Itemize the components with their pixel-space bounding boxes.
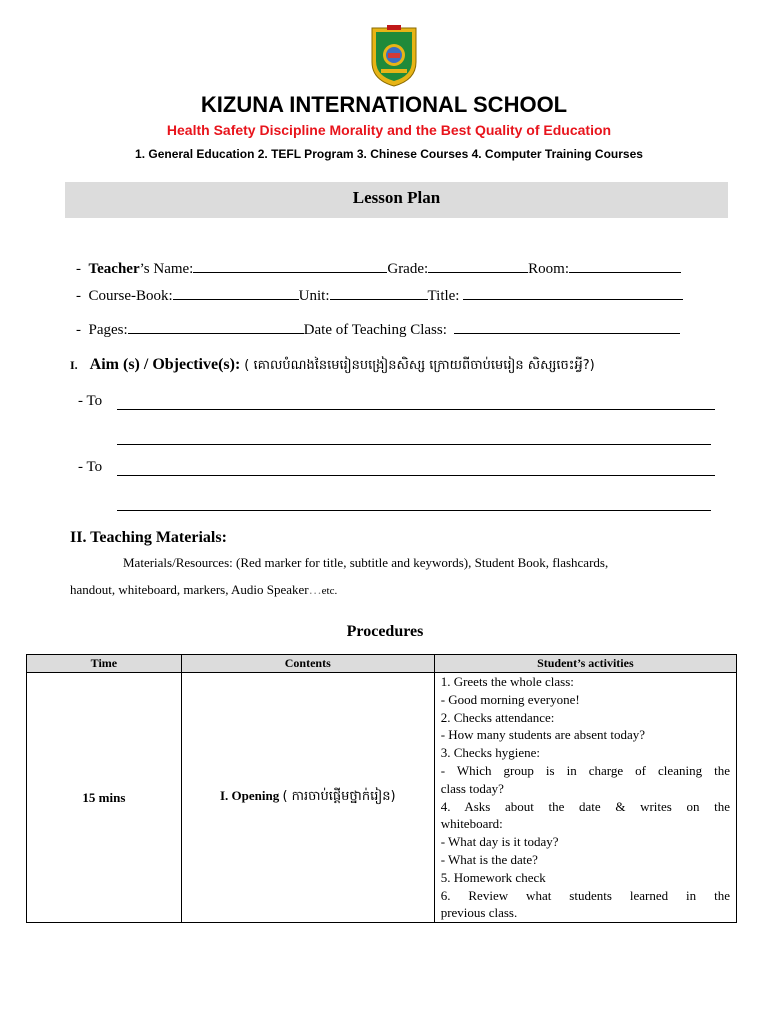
field-row-teacher [76,259,681,278]
bullet: - [76,288,81,304]
aim-line-1[interactable] [117,409,715,410]
aim-line-4[interactable] [117,510,711,511]
aim-to-label-1: - To [78,393,103,409]
materials-line-1: Materials/Resources: (Red marker for title, subtitle and keywords), Student Book, flashcards, [123,555,609,570]
contents-cell [181,673,434,923]
column-header-activities: Student’s activities [434,655,736,673]
aim-title: Aim (s) / Objective(s): [89,356,241,373]
activity-line: 4. Asks about the date & writes on the [440,798,730,814]
column-header-contents: Contents [181,655,434,673]
time-cell: 15 mins [27,673,182,923]
activity-line: - How many students are absent today? [440,727,646,743]
form-title: Lesson Plan [65,182,728,218]
activity-line: 3. Checks hygiene: [440,745,540,761]
activity-line: - Which group is in charge of cleaning the [440,762,730,778]
pages-field[interactable] [128,320,304,334]
materials-line-2-main: handout, whiteboard, markers, Audio Speaker [70,582,309,597]
bullet: - [76,261,81,277]
title-field[interactable] [463,286,683,300]
activity-line: - What day is it today? [440,834,559,850]
teacher-label-bold: Teacher [88,261,140,277]
materials-heading: II. Teaching Materials: [70,529,227,546]
aim-line-3[interactable] [117,475,715,476]
materials-line-2 [70,581,337,600]
unit-field[interactable] [330,286,428,300]
activity-line: class today? [440,780,504,796]
room-label: Room: [528,261,570,277]
school-motto: Health Safety Discipline Morality and the Best Quality of Education [166,122,612,138]
title-label: Title: [427,288,460,304]
school-logo [369,24,419,88]
activity-line: 2. Checks attendance: [440,709,555,725]
grade-field[interactable] [428,259,528,273]
column-header-time: Time [27,655,182,673]
activity-line: - Good morning everyone! [440,691,580,707]
procedures-table [26,654,737,923]
activity-line: - What is the date? [440,851,538,867]
table-row [27,673,737,923]
grade-label: Grade: [387,261,429,277]
field-row-course [76,286,683,305]
course-book-label: Course-Book: [88,288,173,304]
aim-line-2[interactable] [117,444,711,445]
room-field[interactable] [569,259,681,273]
course-book-field[interactable] [173,286,299,300]
teacher-name-field[interactable] [193,259,387,273]
activities-cell [434,673,736,923]
procedures-title: Procedures [346,623,424,640]
contents-title: I. Opening [219,788,280,804]
teacher-label: ’s Name: [139,261,194,277]
aim-heading [70,355,595,376]
activity-line: previous class. [440,905,518,921]
school-programs: 1. General Education 2. TEFL Program 3. Chinese Courses 4. Computer Training Courses [135,147,643,161]
materials-etc: etc. [321,585,338,597]
contents-khmer: ( ការចាប់ផ្តើមថ្នាក់រៀន) [282,789,396,805]
activity-line: whiteboard: [440,816,503,832]
activity-line: 6. Review what students learned in the [440,887,730,903]
date-field[interactable] [454,320,680,334]
activity-line: 1. Greets the whole class: [440,674,574,689]
aim-numeral: I. [70,358,78,372]
aim-to-label-2: - To [78,459,103,475]
unit-label: Unit: [298,288,330,304]
date-label: Date of Teaching Class: [303,322,447,338]
pages-label: Pages: [88,322,128,338]
school-name: KIZUNA INTERNATIONAL SCHOOL [200,92,568,117]
activity-line: 5. Homework check [440,869,546,885]
materials-ellipsis: … [308,582,322,597]
aim-khmer-note: ( គោលបំណងនៃមេរៀនបង្រៀនសិស្ស ក្រោយពីចាប់មេរៀន សិស្សចេះអ្វី?) [244,358,595,373]
table-header-row [27,655,737,673]
bullet: - [76,322,81,338]
field-row-pages [76,320,680,339]
